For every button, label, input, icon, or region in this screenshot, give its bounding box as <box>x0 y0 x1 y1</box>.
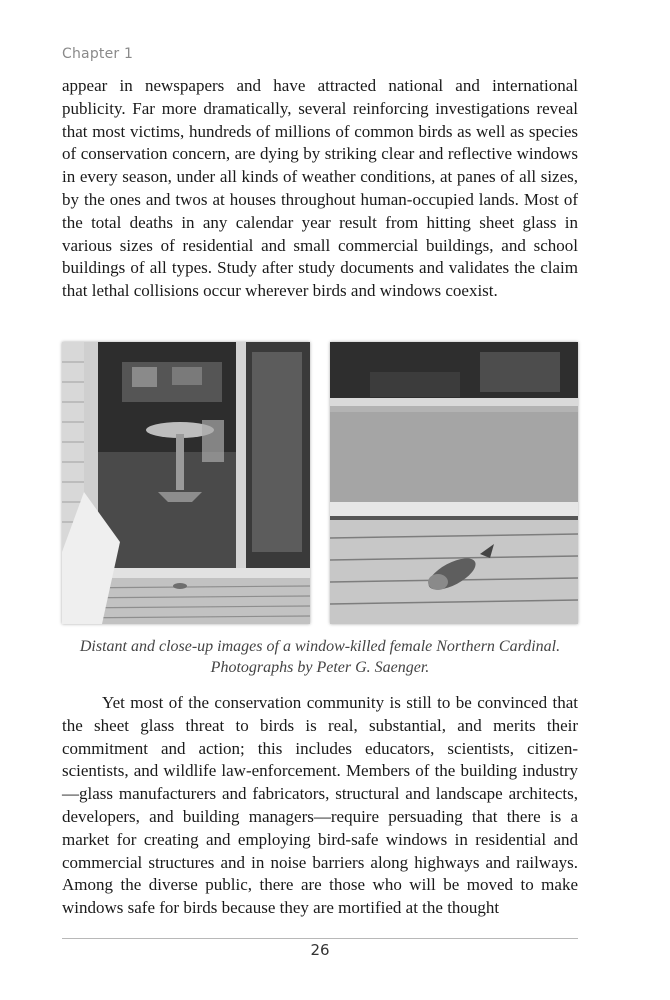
figure-caption <box>62 636 578 678</box>
body-paragraph-2: Yet most of the conservation community is still to be convinced that the sheet glass threat to birds is real, substantial, and merits their commitment and action; this includes educators, scientists, citizen-scientists, and wildlife law-enforcement. Members of the building industry—glass manufacturers and fabricators, structural and landscape architects, developers, and building managers—require persuading that there is a market for creating and employing bird-safe windows in residential and commercial structures and in noise barriers along highways and railways. Among the diverse public, there are those who will be moved to make windows safe for birds because they are mortified at the thought <box>62 693 578 918</box>
caption-line-1: Distant and close-up images of a window-killed female Northern Cardinal. <box>79 638 561 655</box>
photo-close-up-view <box>330 342 578 624</box>
running-head: Chapter 1 <box>62 46 134 62</box>
body-paragraph-1: appear in newspapers and have attracted national and international publicity. Far more dramatically, several reinforcing investigations reveal that most victims, hundreds of millions of common birds as well as species of conservation concern, are dying by striking clear and reflective windows in every season, under all kinds of weather conditions, at panes of all sizes, by the ones and twos at houses throughout human-occupied lands. Most of the total deaths in any calendar year result from hitting sheet glass in various sizes of residential and small commercial buildings, and school buildings of all types. Study after study documents and validates the claim that lethal collisions occur wherever birds and windows coexist. <box>62 76 578 301</box>
caption-line-2: Photographs by Peter G. Saenger. <box>210 659 430 676</box>
footer-divider <box>62 938 578 939</box>
photo-distant-view <box>62 342 310 624</box>
page-number: 26 <box>310 941 330 959</box>
